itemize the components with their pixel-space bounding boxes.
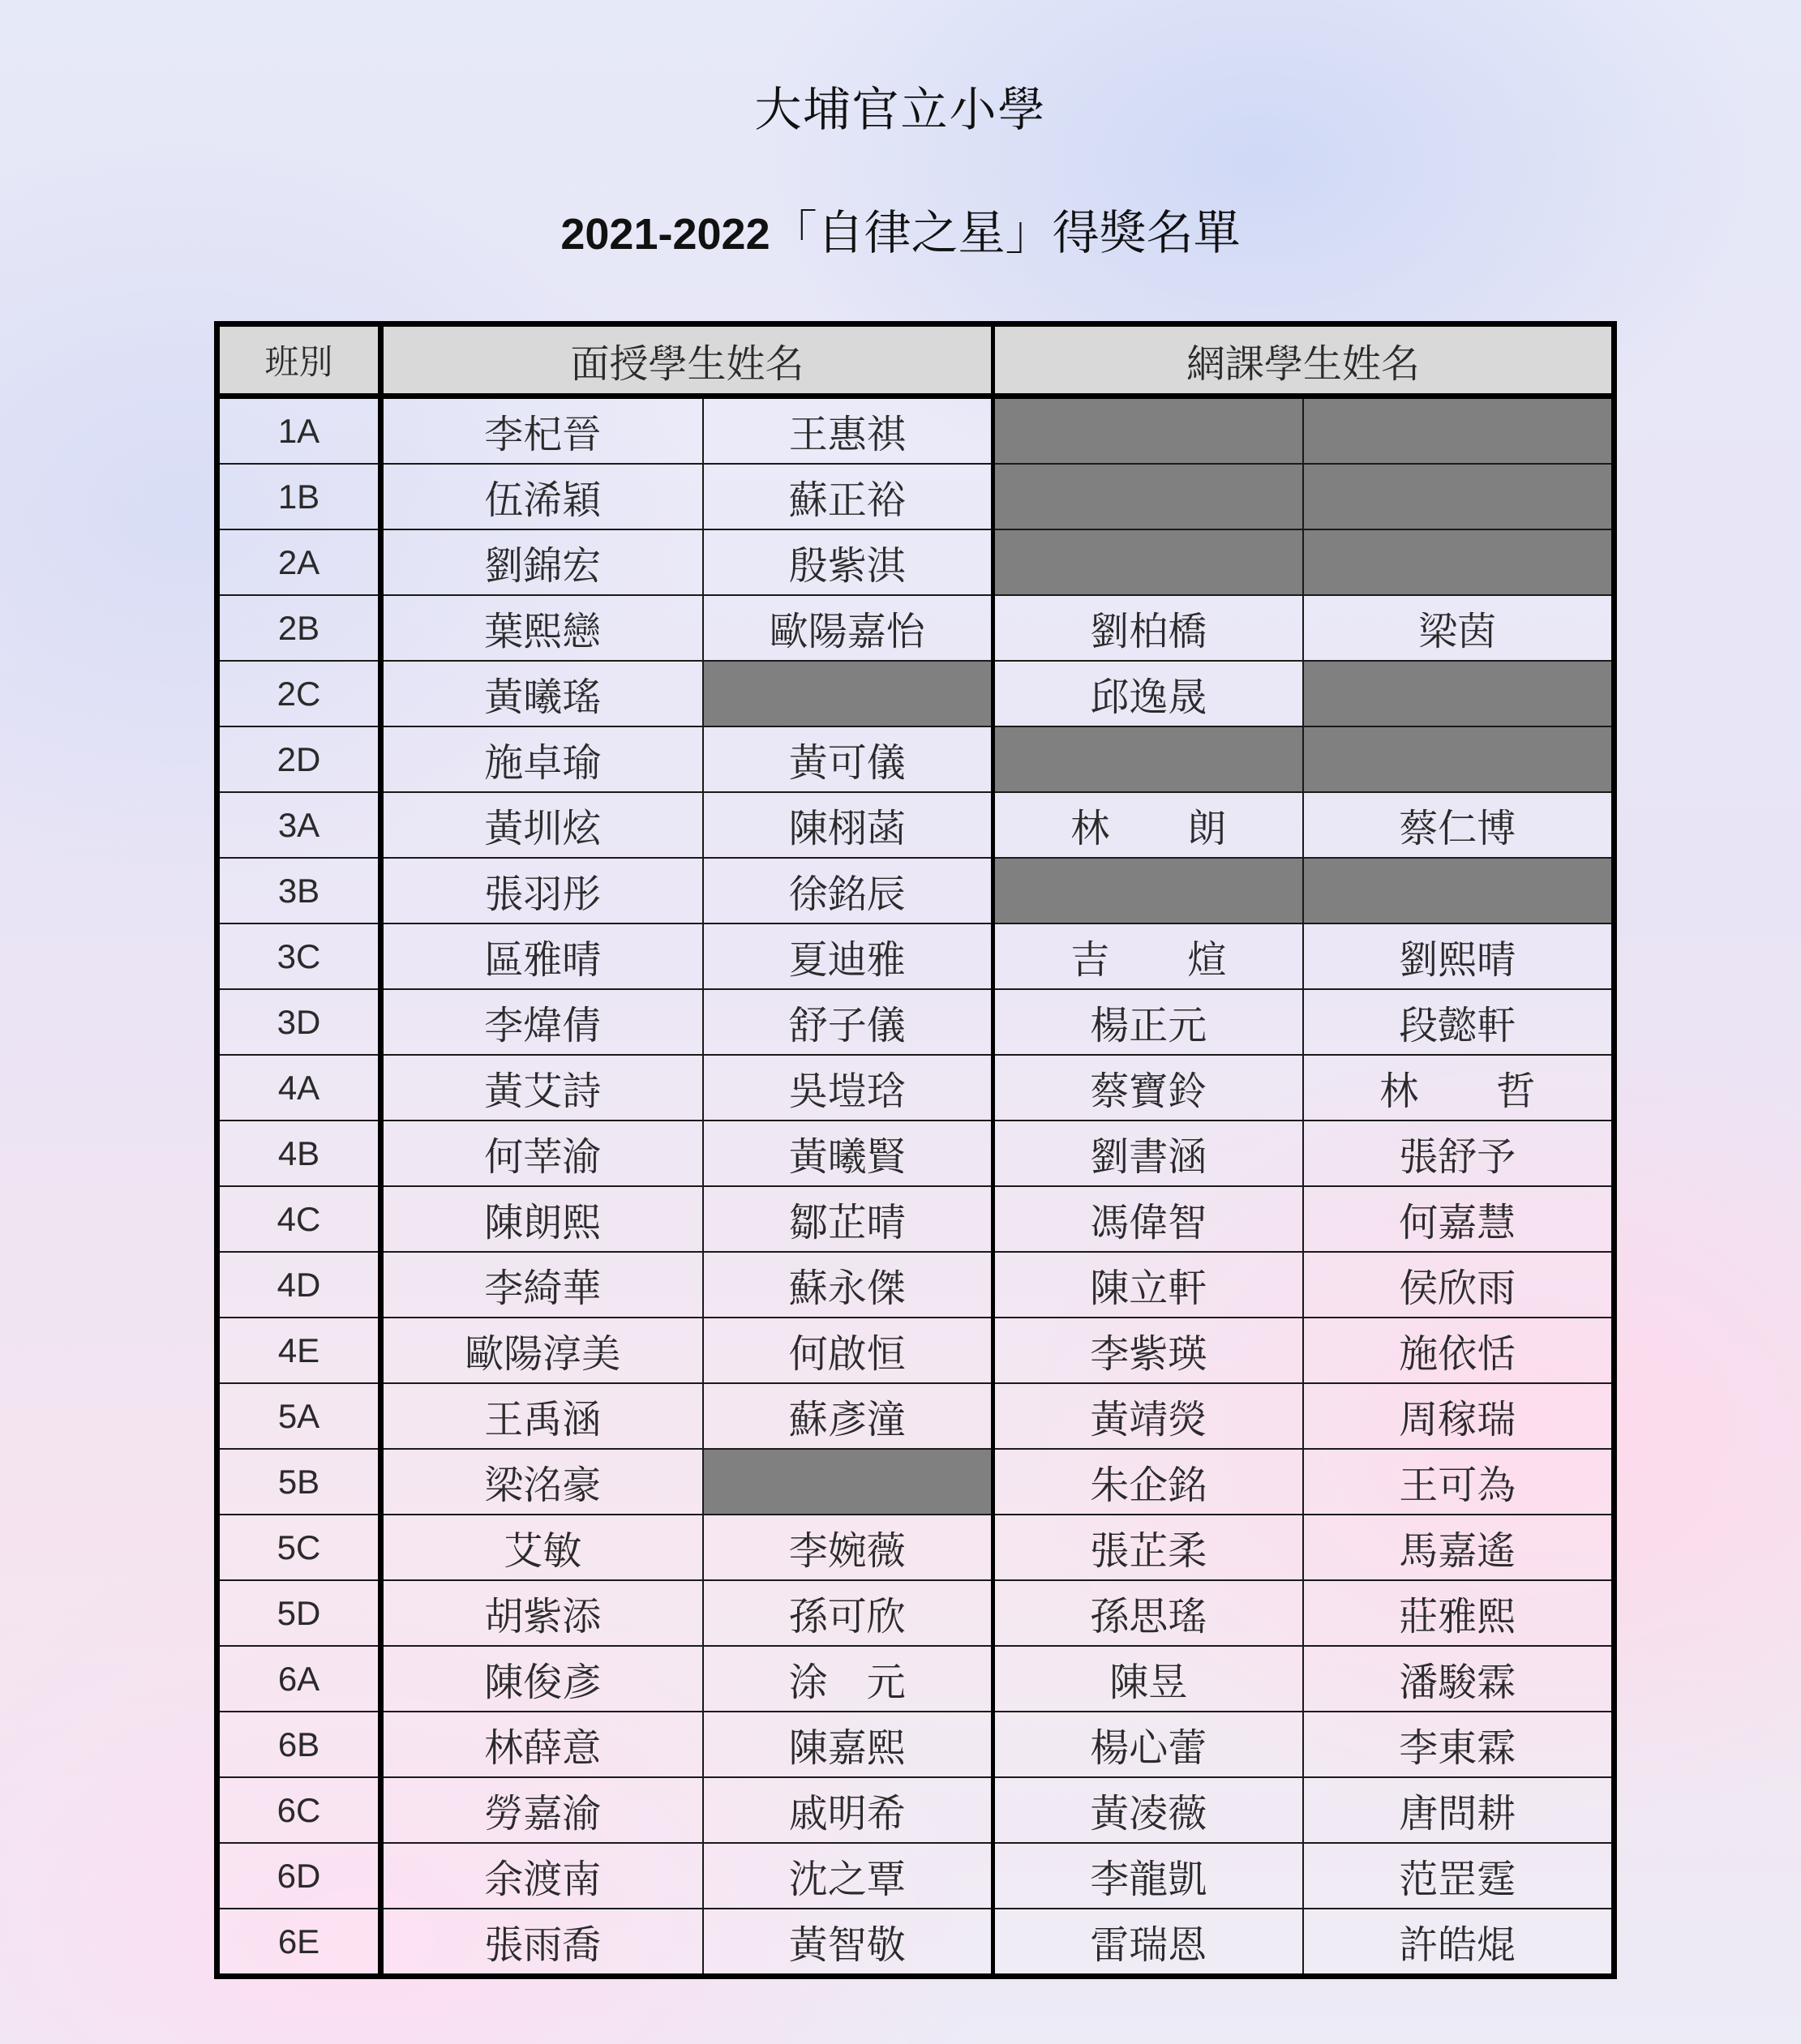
- online-student-name: 雷瑞恩: [993, 1909, 1303, 1977]
- face-to-face-student-name: 陳朗熙: [381, 1186, 703, 1252]
- face-to-face-student-name: 殷紫淇: [703, 529, 993, 595]
- face-to-face-student-name: 王惠祺: [703, 396, 993, 465]
- class-cell: 4B: [217, 1121, 381, 1186]
- table-row: [217, 1449, 1614, 1515]
- face-to-face-student-name: 李綺華: [381, 1252, 703, 1318]
- table-row: [217, 1909, 1614, 1977]
- table-row: [217, 1252, 1614, 1318]
- class-cell: 5B: [217, 1449, 381, 1515]
- table-row: [217, 1186, 1614, 1252]
- face-to-face-student-name: 伍浠穎: [381, 464, 703, 529]
- face-to-face-student-name: 黃圳炫: [381, 792, 703, 858]
- face-to-face-student-name: 蘇永傑: [703, 1252, 993, 1318]
- online-column-header: 網課學生姓名: [993, 324, 1614, 396]
- face-to-face-student-name: 蘇正裕: [703, 464, 993, 529]
- class-cell: 2D: [217, 726, 381, 792]
- empty-cell: [703, 1449, 993, 1515]
- online-student-name: 蔡仁博: [1303, 792, 1614, 858]
- online-student-name: 張芷柔: [993, 1515, 1303, 1580]
- online-student-name: 施依恬: [1303, 1318, 1614, 1383]
- face-to-face-student-name: 陳俊彥: [381, 1646, 703, 1712]
- table-row: [217, 792, 1614, 858]
- class-column-header: 班別: [217, 324, 381, 396]
- online-student-name: 李紫瑛: [993, 1318, 1303, 1383]
- empty-cell: [1303, 464, 1614, 529]
- empty-cell: [993, 726, 1303, 792]
- table-row: [217, 1318, 1614, 1383]
- online-student-name: 陳立軒: [993, 1252, 1303, 1318]
- class-cell: 2B: [217, 595, 381, 661]
- face-to-face-student-name: 張羽彤: [381, 858, 703, 923]
- table-row: [217, 1580, 1614, 1646]
- face-to-face-student-name: 蘇彥潼: [703, 1383, 993, 1449]
- award-list-table: [214, 321, 1617, 1979]
- class-cell: 1B: [217, 464, 381, 529]
- face-to-face-student-name: 李杞晉: [381, 396, 703, 465]
- table-row: [217, 1515, 1614, 1580]
- class-cell: 6C: [217, 1777, 381, 1843]
- face-to-face-student-name: 劉錦宏: [381, 529, 703, 595]
- table-row: [217, 858, 1614, 923]
- class-cell: 6D: [217, 1843, 381, 1909]
- class-cell: 2C: [217, 661, 381, 726]
- empty-cell: [1303, 396, 1614, 465]
- online-student-name: 林 哲: [1303, 1055, 1614, 1121]
- face-to-face-student-name: 何啟恒: [703, 1318, 993, 1383]
- face-to-face-student-name: 張雨喬: [381, 1909, 703, 1977]
- class-cell: 5A: [217, 1383, 381, 1449]
- online-student-name: 邱逸晟: [993, 661, 1303, 726]
- online-student-name: 蔡寶鈴: [993, 1055, 1303, 1121]
- face-to-face-student-name: 戚明希: [703, 1777, 993, 1843]
- online-student-name: 劉柏橋: [993, 595, 1303, 661]
- face-to-face-student-name: 鄒芷晴: [703, 1186, 993, 1252]
- table-row: [217, 726, 1614, 792]
- face-to-face-student-name: 黃艾詩: [381, 1055, 703, 1121]
- empty-cell: [1303, 726, 1614, 792]
- online-student-name: 劉書涵: [993, 1121, 1303, 1186]
- table-row: [217, 661, 1614, 726]
- online-student-name: 陳昱: [993, 1646, 1303, 1712]
- online-student-name: 莊雅熙: [1303, 1580, 1614, 1646]
- class-cell: 2A: [217, 529, 381, 595]
- table-row: [217, 923, 1614, 989]
- table-row: [217, 1843, 1614, 1909]
- award-title: [0, 195, 1801, 263]
- class-cell: 3B: [217, 858, 381, 923]
- class-cell: 4E: [217, 1318, 381, 1383]
- online-student-name: 何嘉慧: [1303, 1186, 1614, 1252]
- class-cell: 3C: [217, 923, 381, 989]
- empty-cell: [703, 661, 993, 726]
- face-to-face-student-name: 李婉薇: [703, 1515, 993, 1580]
- face-to-face-student-name: 梁洺豪: [381, 1449, 703, 1515]
- table-row: [217, 529, 1614, 595]
- class-cell: 6B: [217, 1712, 381, 1777]
- class-cell: 3D: [217, 989, 381, 1055]
- table-row: [217, 464, 1614, 529]
- face-to-face-student-name: 夏迪雅: [703, 923, 993, 989]
- face-to-face-student-name: 陳栩菡: [703, 792, 993, 858]
- table-row: [217, 396, 1614, 465]
- online-student-name: 唐問耕: [1303, 1777, 1614, 1843]
- table-header-row: [217, 324, 1614, 396]
- face-to-face-student-name: 余渡南: [381, 1843, 703, 1909]
- table-row: [217, 595, 1614, 661]
- face-to-face-student-name: 黃智敬: [703, 1909, 993, 1977]
- table-row: [217, 1121, 1614, 1186]
- face-to-face-student-name: 吳塏琀: [703, 1055, 993, 1121]
- online-student-name: 吉 煊: [993, 923, 1303, 989]
- face-to-face-student-name: 李煒倩: [381, 989, 703, 1055]
- face-to-face-student-name: 孫可欣: [703, 1580, 993, 1646]
- online-student-name: 黃凌薇: [993, 1777, 1303, 1843]
- table-row: [217, 1777, 1614, 1843]
- online-student-name: 李東霖: [1303, 1712, 1614, 1777]
- class-cell: 4A: [217, 1055, 381, 1121]
- face-to-face-student-name: 胡紫添: [381, 1580, 703, 1646]
- school-name: 大埔官立小學: [754, 82, 1047, 137]
- class-cell: 1A: [217, 396, 381, 465]
- online-student-name: 李龍凱: [993, 1843, 1303, 1909]
- empty-cell: [993, 529, 1303, 595]
- face-to-face-student-name: 黃曦瑤: [381, 661, 703, 726]
- face-to-face-student-name: 葉熙戀: [381, 595, 703, 661]
- table-row: [217, 1646, 1614, 1712]
- empty-cell: [1303, 661, 1614, 726]
- face-to-face-student-name: 陳嘉熙: [703, 1712, 993, 1777]
- class-cell: 4C: [217, 1186, 381, 1252]
- online-student-name: 楊心蕾: [993, 1712, 1303, 1777]
- face-to-face-student-name: 歐陽淳美: [381, 1318, 703, 1383]
- award-year: 2021-2022: [560, 210, 770, 259]
- online-student-name: 張舒予: [1303, 1121, 1614, 1186]
- face-to-face-column-header: 面授學生姓名: [381, 324, 993, 396]
- face-to-face-student-name: 歐陽嘉怡: [703, 595, 993, 661]
- online-student-name: 潘駿霖: [1303, 1646, 1614, 1712]
- award-rows: [217, 396, 1614, 1977]
- online-student-name: 馬嘉遙: [1303, 1515, 1614, 1580]
- face-to-face-student-name: 施卓瑜: [381, 726, 703, 792]
- online-student-name: 黃靖熒: [993, 1383, 1303, 1449]
- class-cell: 3A: [217, 792, 381, 858]
- online-student-name: 林 朗: [993, 792, 1303, 858]
- face-to-face-student-name: 徐銘辰: [703, 858, 993, 923]
- empty-cell: [993, 396, 1303, 465]
- table-row: [217, 1712, 1614, 1777]
- online-student-name: 孫思瑤: [993, 1580, 1303, 1646]
- online-student-name: 劉熙晴: [1303, 923, 1614, 989]
- online-student-name: 朱企銘: [993, 1449, 1303, 1515]
- class-cell: 4D: [217, 1252, 381, 1318]
- class-cell: 6E: [217, 1909, 381, 1977]
- face-to-face-student-name: 艾敏: [381, 1515, 703, 1580]
- empty-cell: [993, 858, 1303, 923]
- online-student-name: 梁茵: [1303, 595, 1614, 661]
- online-student-name: 楊正元: [993, 989, 1303, 1055]
- online-student-name: 王可為: [1303, 1449, 1614, 1515]
- face-to-face-student-name: 勞嘉渝: [381, 1777, 703, 1843]
- online-student-name: 侯欣雨: [1303, 1252, 1614, 1318]
- table-row: [217, 989, 1614, 1055]
- face-to-face-student-name: 林薛意: [381, 1712, 703, 1777]
- face-to-face-student-name: 涂 元: [703, 1646, 993, 1712]
- class-cell: 5D: [217, 1580, 381, 1646]
- face-to-face-student-name: 區雅晴: [381, 923, 703, 989]
- online-student-name: 馮偉智: [993, 1186, 1303, 1252]
- empty-cell: [1303, 858, 1614, 923]
- face-to-face-student-name: 沈之覃: [703, 1843, 993, 1909]
- face-to-face-student-name: 何莘渝: [381, 1121, 703, 1186]
- class-cell: 6A: [217, 1646, 381, 1712]
- table-row: [217, 1383, 1614, 1449]
- face-to-face-student-name: 王禹涵: [381, 1383, 703, 1449]
- online-student-name: 許皓焜: [1303, 1909, 1614, 1977]
- empty-cell: [1303, 529, 1614, 595]
- online-student-name: 周稼瑞: [1303, 1383, 1614, 1449]
- award-name: 「自律之星」得獎名單: [770, 205, 1241, 260]
- empty-cell: [993, 464, 1303, 529]
- online-student-name: 段懿軒: [1303, 989, 1614, 1055]
- face-to-face-student-name: 黃可儀: [703, 726, 993, 792]
- table-row: [217, 1055, 1614, 1121]
- face-to-face-student-name: 舒子儀: [703, 989, 993, 1055]
- class-cell: 5C: [217, 1515, 381, 1580]
- online-student-name: 范罡霆: [1303, 1843, 1614, 1909]
- face-to-face-student-name: 黃曦賢: [703, 1121, 993, 1186]
